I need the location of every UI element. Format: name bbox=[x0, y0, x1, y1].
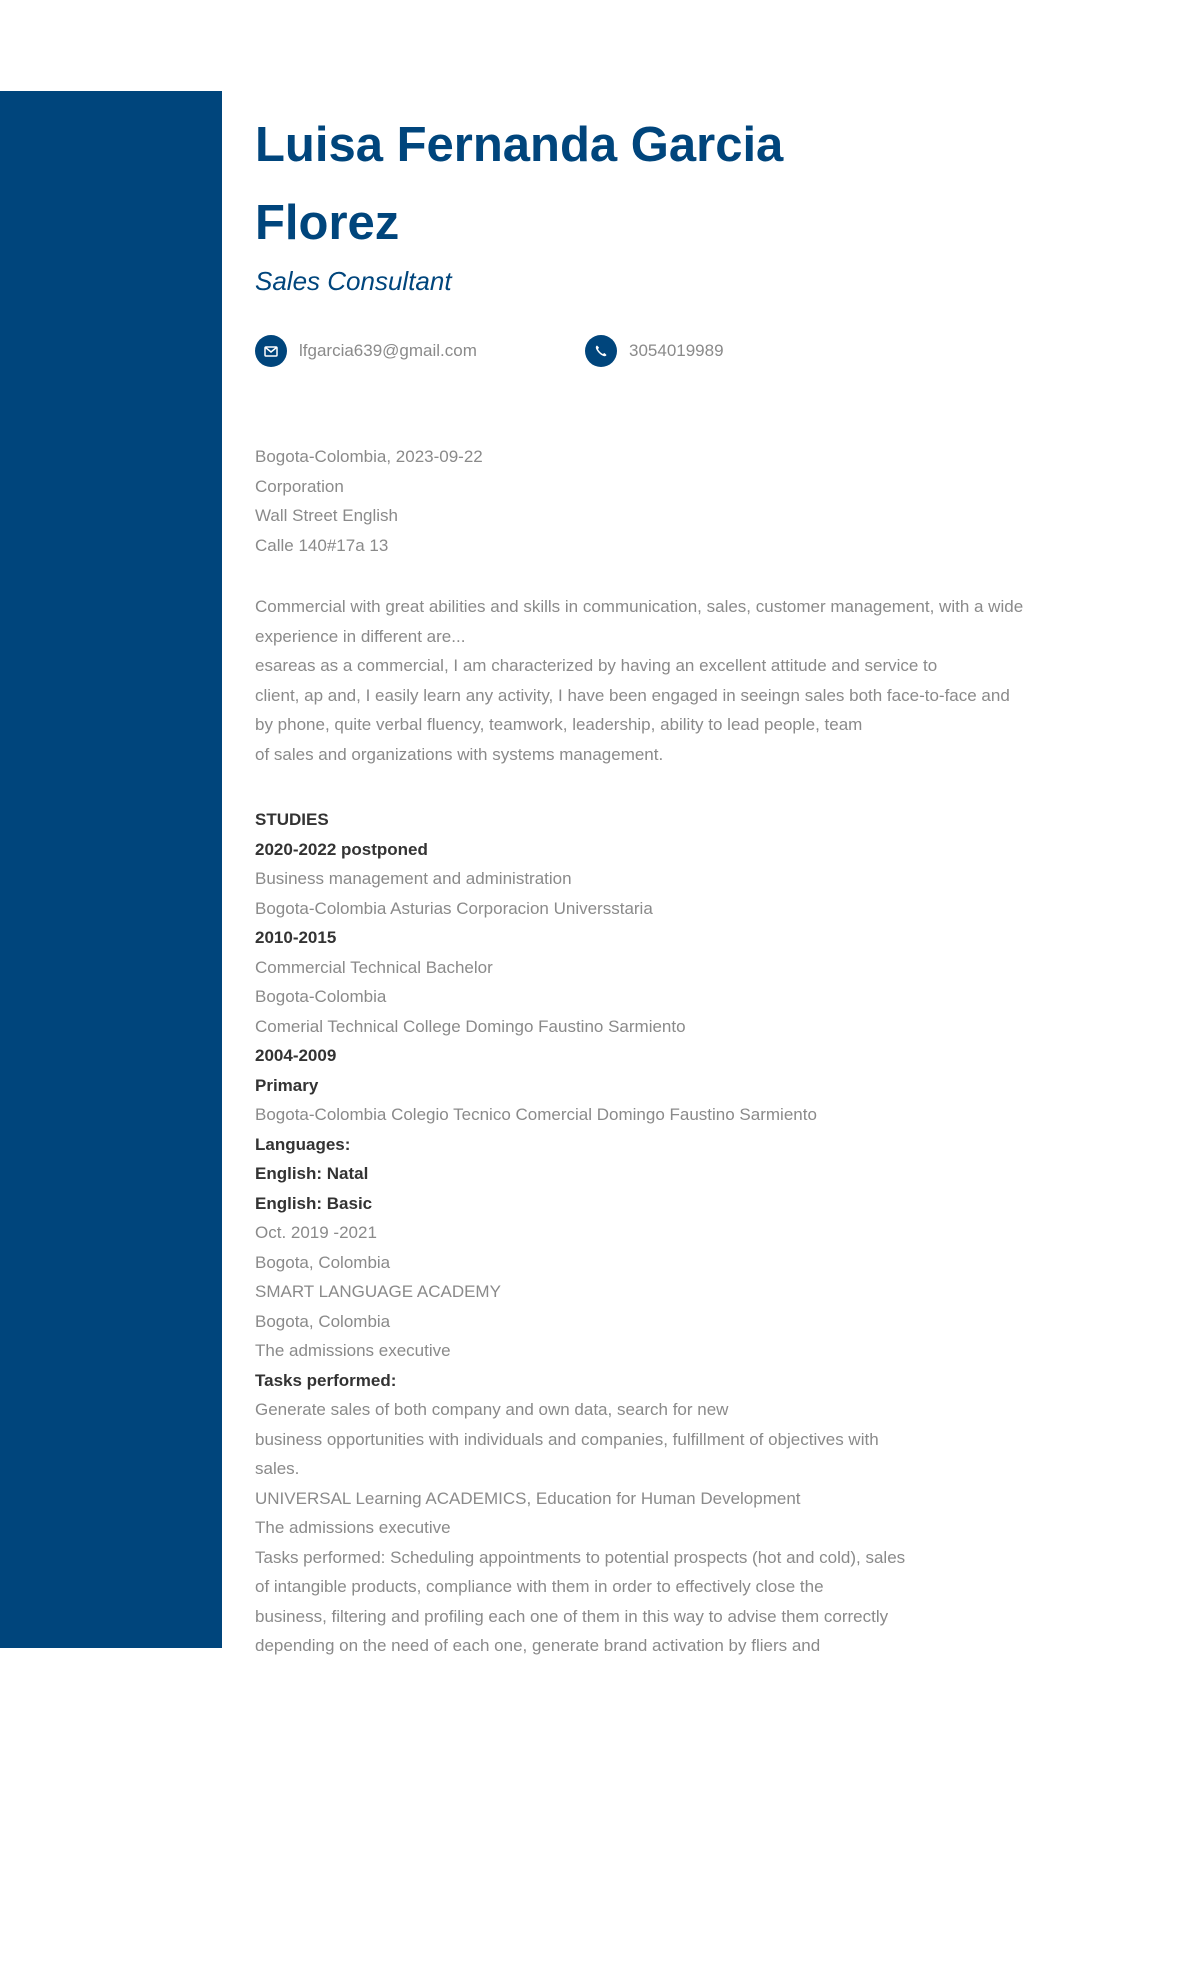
section-line: depending on the need of each one, generate brand activation by fliers and bbox=[255, 1636, 821, 1655]
section-line: Bogota-Colombia Asturias Corporacion Universstaria bbox=[255, 898, 653, 918]
summary-line: client, ap and, I easily learn any activity, I have been engaged in seeingn sales both face-to-face and bbox=[255, 685, 1010, 705]
section-heading: 2004-2009 bbox=[255, 1046, 337, 1065]
resume-content bbox=[255, 106, 1155, 1661]
contact-phone[interactable] bbox=[585, 335, 724, 367]
section-line: Bogota, Colombia bbox=[255, 1311, 391, 1331]
section-heading: 2020-2022 postponed bbox=[255, 839, 428, 859]
section-heading: Primary bbox=[255, 1075, 319, 1095]
address-line: Corporation bbox=[255, 476, 344, 496]
section-line: sales. bbox=[255, 1459, 300, 1478]
email-text: lfgarcia639@gmail.com bbox=[299, 341, 477, 360]
section-line: Comerial Technical College Domingo Faustino Sarmiento bbox=[255, 1016, 686, 1036]
section-line: Bogota, Colombia bbox=[255, 1252, 391, 1272]
section-line: Generate sales of both company and own data, search for new bbox=[255, 1400, 729, 1419]
phone-text: 3054019989 bbox=[629, 341, 724, 360]
section-heading: STUDIES bbox=[255, 810, 329, 829]
summary-line: esareas as a commercial, I am characterized by having an excellent attitude and service to bbox=[255, 656, 938, 675]
section-heading: Languages: bbox=[255, 1134, 351, 1154]
candidate-name-line2: Florez bbox=[255, 196, 400, 250]
section-line: Tasks performed: Scheduling appointments to potential prospects (hot and cold), sales bbox=[255, 1547, 906, 1567]
section-heading: 2010-2015 bbox=[255, 928, 337, 947]
job-title: Sales Consultant bbox=[255, 266, 452, 296]
recipient-address bbox=[255, 442, 1155, 560]
address-line: Calle 140#17a 13 bbox=[255, 535, 389, 555]
summary-line: of sales and organizations with systems management. bbox=[255, 744, 664, 764]
envelope-icon bbox=[255, 335, 287, 367]
sidebar-accent-bar bbox=[0, 91, 222, 1648]
contact-row bbox=[255, 334, 1155, 368]
section-line: of intangible products, compliance with them in order to effectively close the bbox=[255, 1577, 824, 1596]
section-line: The admissions executive bbox=[255, 1341, 451, 1360]
section-line: Oct. 2019 -2021 bbox=[255, 1223, 377, 1242]
summary-line: Commercial with great abilities and skills in communication, sales, customer management, with a wide bbox=[255, 597, 1024, 616]
section-line: SMART LANGUAGE ACADEMY bbox=[255, 1282, 501, 1301]
section-heading: English: Natal bbox=[255, 1164, 369, 1183]
phone-icon bbox=[585, 335, 617, 367]
section-line: Business management and administration bbox=[255, 869, 572, 888]
section-line: Bogota-Colombia Colegio Tecnico Comercial Domingo Faustino Sarmiento bbox=[255, 1105, 817, 1124]
candidate-name bbox=[255, 106, 895, 262]
summary-line: experience in different are... bbox=[255, 626, 466, 646]
section-line: Bogota-Colombia bbox=[255, 987, 387, 1006]
address-line: Wall Street English bbox=[255, 506, 398, 525]
address-line: Bogota-Colombia, 2023-09-22 bbox=[255, 447, 483, 466]
section-line: UNIVERSAL Learning ACADEMICS, Education for Human Development bbox=[255, 1488, 801, 1508]
contact-email[interactable] bbox=[255, 335, 585, 367]
section-line: business, filtering and profiling each one of them in this way to advise them correctly bbox=[255, 1606, 889, 1626]
summary-line: by phone, quite verbal fluency, teamwork, leadership, ability to lead people, team bbox=[255, 715, 863, 734]
section-heading: Tasks performed: bbox=[255, 1370, 397, 1390]
candidate-name-line1: Luisa Fernanda Garcia bbox=[255, 118, 784, 172]
section-line: The admissions executive bbox=[255, 1518, 451, 1537]
section-heading: English: Basic bbox=[255, 1193, 373, 1213]
studies-section bbox=[255, 805, 1155, 1661]
section-line: business opportunities with individuals and companies, fulfillment of objectives with bbox=[255, 1429, 879, 1449]
section-line: Commercial Technical Bachelor bbox=[255, 957, 493, 977]
summary-paragraph bbox=[255, 592, 1155, 769]
